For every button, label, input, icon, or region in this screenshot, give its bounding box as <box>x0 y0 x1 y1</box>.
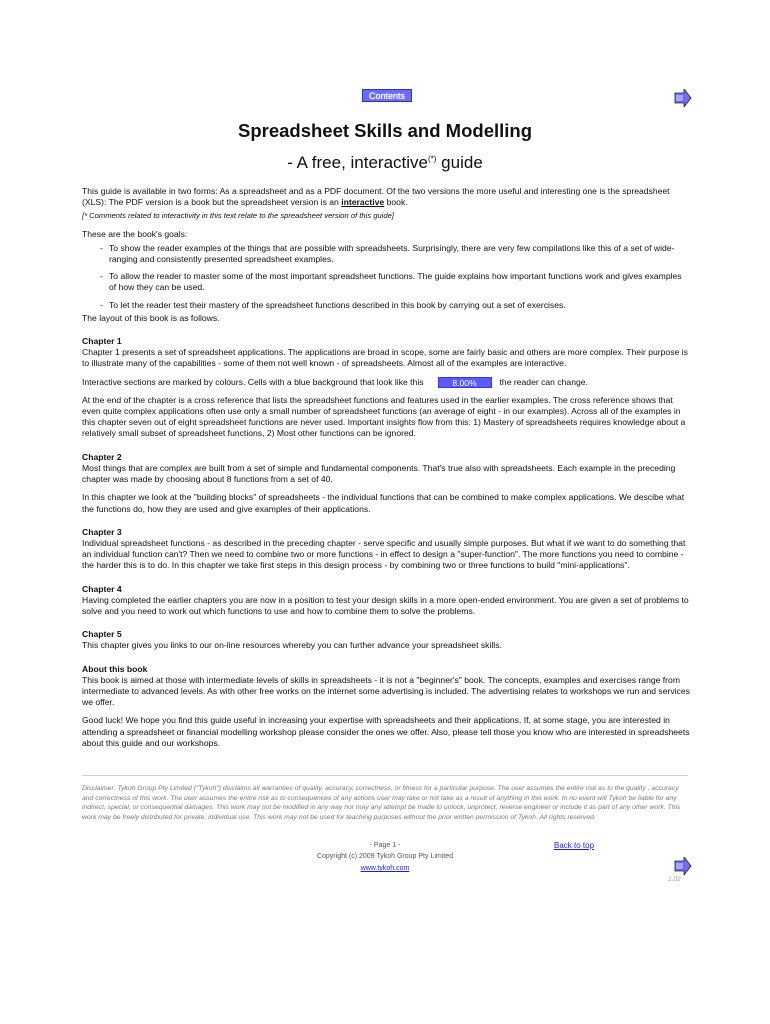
back-to-top-link[interactable]: Back to top <box>554 841 595 850</box>
subtitle-end: guide <box>436 153 483 172</box>
good-luck-paragraph: Good luck! We hope you find this guide useful in increasing your expertise with spreadsheets and their applications. If, at some stage, you are interested in attending a spreadsheet or financial modelling workshop please consider the ones we offer. Also, please tell those you know who are interested in spreadsheets about this guide and our workshops. <box>82 715 690 748</box>
chapter-3-heading: Chapter 3 <box>82 526 122 537</box>
list-item: - To allow the reader to master some of the most important spreadsheet functions. The guide explains how important functions work and gives examples of how they can be used. <box>82 271 690 293</box>
main-content <box>82 186 690 749</box>
page-title: Spreadsheet Skills and Modelling <box>237 120 532 141</box>
cross-reference-paragraph: At the end of the chapter is a cross reference that lists the spreadsheet functions and features used in the earlier examples. The cross reference shows that even quite complex applications often use only a small number of spreadsheet functions (an average of eight - in our examples). Across all of the examples in this chapter seven out of eight spreadsheet functions are never used. Important insights flow from this: 1) Mastery of spreadsheets requires knowledge about a relatively small subset of spreadsheet functions, 2) Most other functions can be ignored. <box>82 394 686 439</box>
goals-list <box>82 243 690 311</box>
version-label: 1.02 <box>668 876 681 883</box>
list-item: - To let the reader test their mastery of the spreadsheet functions described in this book by carrying out a set of exercises. <box>82 300 690 311</box>
divider <box>82 775 688 776</box>
layout-intro: The layout of this book is as follows. <box>82 312 220 323</box>
subtitle-footnote-mark: (*) <box>428 154 437 164</box>
goals-label: These are the book's goals: <box>82 228 188 239</box>
copyright: Copyright (c) 2009 Tykoh Group Pty Limited <box>316 853 454 860</box>
chapter-5-heading: Chapter 5 <box>82 629 122 640</box>
chapter-1-heading: Chapter 1 <box>82 336 122 347</box>
contents-button[interactable]: Contents <box>362 89 412 102</box>
chapter-2-paragraph: Most things that are complex are built from a set of simple and fundamental components. That's true also with spreadsheets. Each example in the preceding chapter was made by choosing about 8 functions from a set of 40. <box>82 462 676 485</box>
intro-text-a: This guide is available in two forms: As a spreadsheet and as a PDF document. Of the two versions the more useful and interesting one is the spreadsheet (XLS): The PDF version is a book but the spreadsheet version is an <box>82 186 670 208</box>
chapter-1-paragraph: Chapter 1 presents a set of spreadsheet applications. The applications are broad in scope, some are fairly basic and others are more complex. Their purpose is to illustrate many of the capabilities - some of them not well known - of spreadsheets. Almost all of the examples are interactive. <box>82 347 688 369</box>
chapter-2-heading: Chapter 2 <box>82 451 122 462</box>
interactive-link[interactable]: interactive <box>341 197 385 208</box>
sample-input-cell[interactable]: 8.00% <box>438 377 492 388</box>
interactive-text-b: the reader can change. <box>499 376 588 387</box>
subtitle-main: - A free, interactive <box>287 153 428 172</box>
disclaimer: Disclaimer: Tykoh Group Pty Limited ("Tykoh") disclaims all warranties of quality, accuracy, correctness, or fitness for a particular purpose. The user assumes the entire risk as to the quality , accuracy and correctness of this work. The user assumes the entire risk as to consequences of any actions user may take or not take as a result of anything in this work. In no event will Tykoh be liable for any indirect, special, or consequential damages. This work may not be modified in any way nor may any attempt be made to unlock, unprotect, reverse engineer or include it as part of any other work. This work may be freely distributed for private, individual use. This work may not be used for teaching purposes without the prior written permission of Tykoh. All rights reserved. <box>82 785 681 821</box>
about-heading: About this book <box>82 663 148 674</box>
chapter-2-paragraph-2: In this chapter we look at the "building blocks" of spreadsheets - the individual functions that can be combined to make complex applications. We descibe what the functions do, how they are used and give examples of their applications. <box>82 492 685 514</box>
chapter-4-heading: Chapter 4 <box>82 583 122 594</box>
about-paragraph: This book is aimed at those with intermediate levels of skills in spreadsheets - it is not a "beginner's" book. The concepts, examples and exercises range from intermediate to advanced levels. As with other free works on the internet some advertising is included. The advertising relates to workshops we run and services we offer. <box>82 674 690 708</box>
intro-paragraph <box>82 186 690 208</box>
next-page-arrow-icon[interactable] <box>674 89 692 107</box>
website-link[interactable]: www.tykoh.com <box>360 865 410 872</box>
interactive-cells-paragraph <box>82 377 690 388</box>
chapter-3-paragraph: Individual spreadsheet functions - as described in the preceding chapter - serve specific and usually simple purposes. But what if we want to do something that an individual function can't? Then we need to combine two or more functions - in effect to design a "super-function". The more functions you need to combine - the harder this is to do. In this chapter we take first steps in this design process - by combining two or three functions to build "mini-applications". <box>82 537 686 571</box>
intro-text-b: book. <box>384 197 408 208</box>
chapter-5-paragraph: This chapter gives you links to our on-line resources whereby you can further advance your spreadsheet skills. <box>82 640 502 651</box>
next-page-arrow-icon[interactable] <box>674 857 692 875</box>
page-number: - Page 1 - <box>369 842 401 849</box>
interactive-text-a: Interactive sections are marked by colours. Cells with a blue background that look like this <box>82 376 424 387</box>
interactivity-note: [* Comments related to interactivity in this text relate to the spreadsheet version of this guide] <box>82 211 394 221</box>
chapter-4-paragraph: Having completed the earlier chapters you are now in a position to test your design skills in a more open-ended environment. You are given a set of problems to solve and you need to work out which functions to use and how to combine them to solve the problems. <box>82 594 689 616</box>
list-item: - To show the reader examples of the things that are possible with spreadsheets. Surprisingly, there are very few compilations like this of a set of wide-ranging and consistently presented spreadsheet examples. <box>82 243 690 265</box>
page-subtitle <box>0 153 770 173</box>
